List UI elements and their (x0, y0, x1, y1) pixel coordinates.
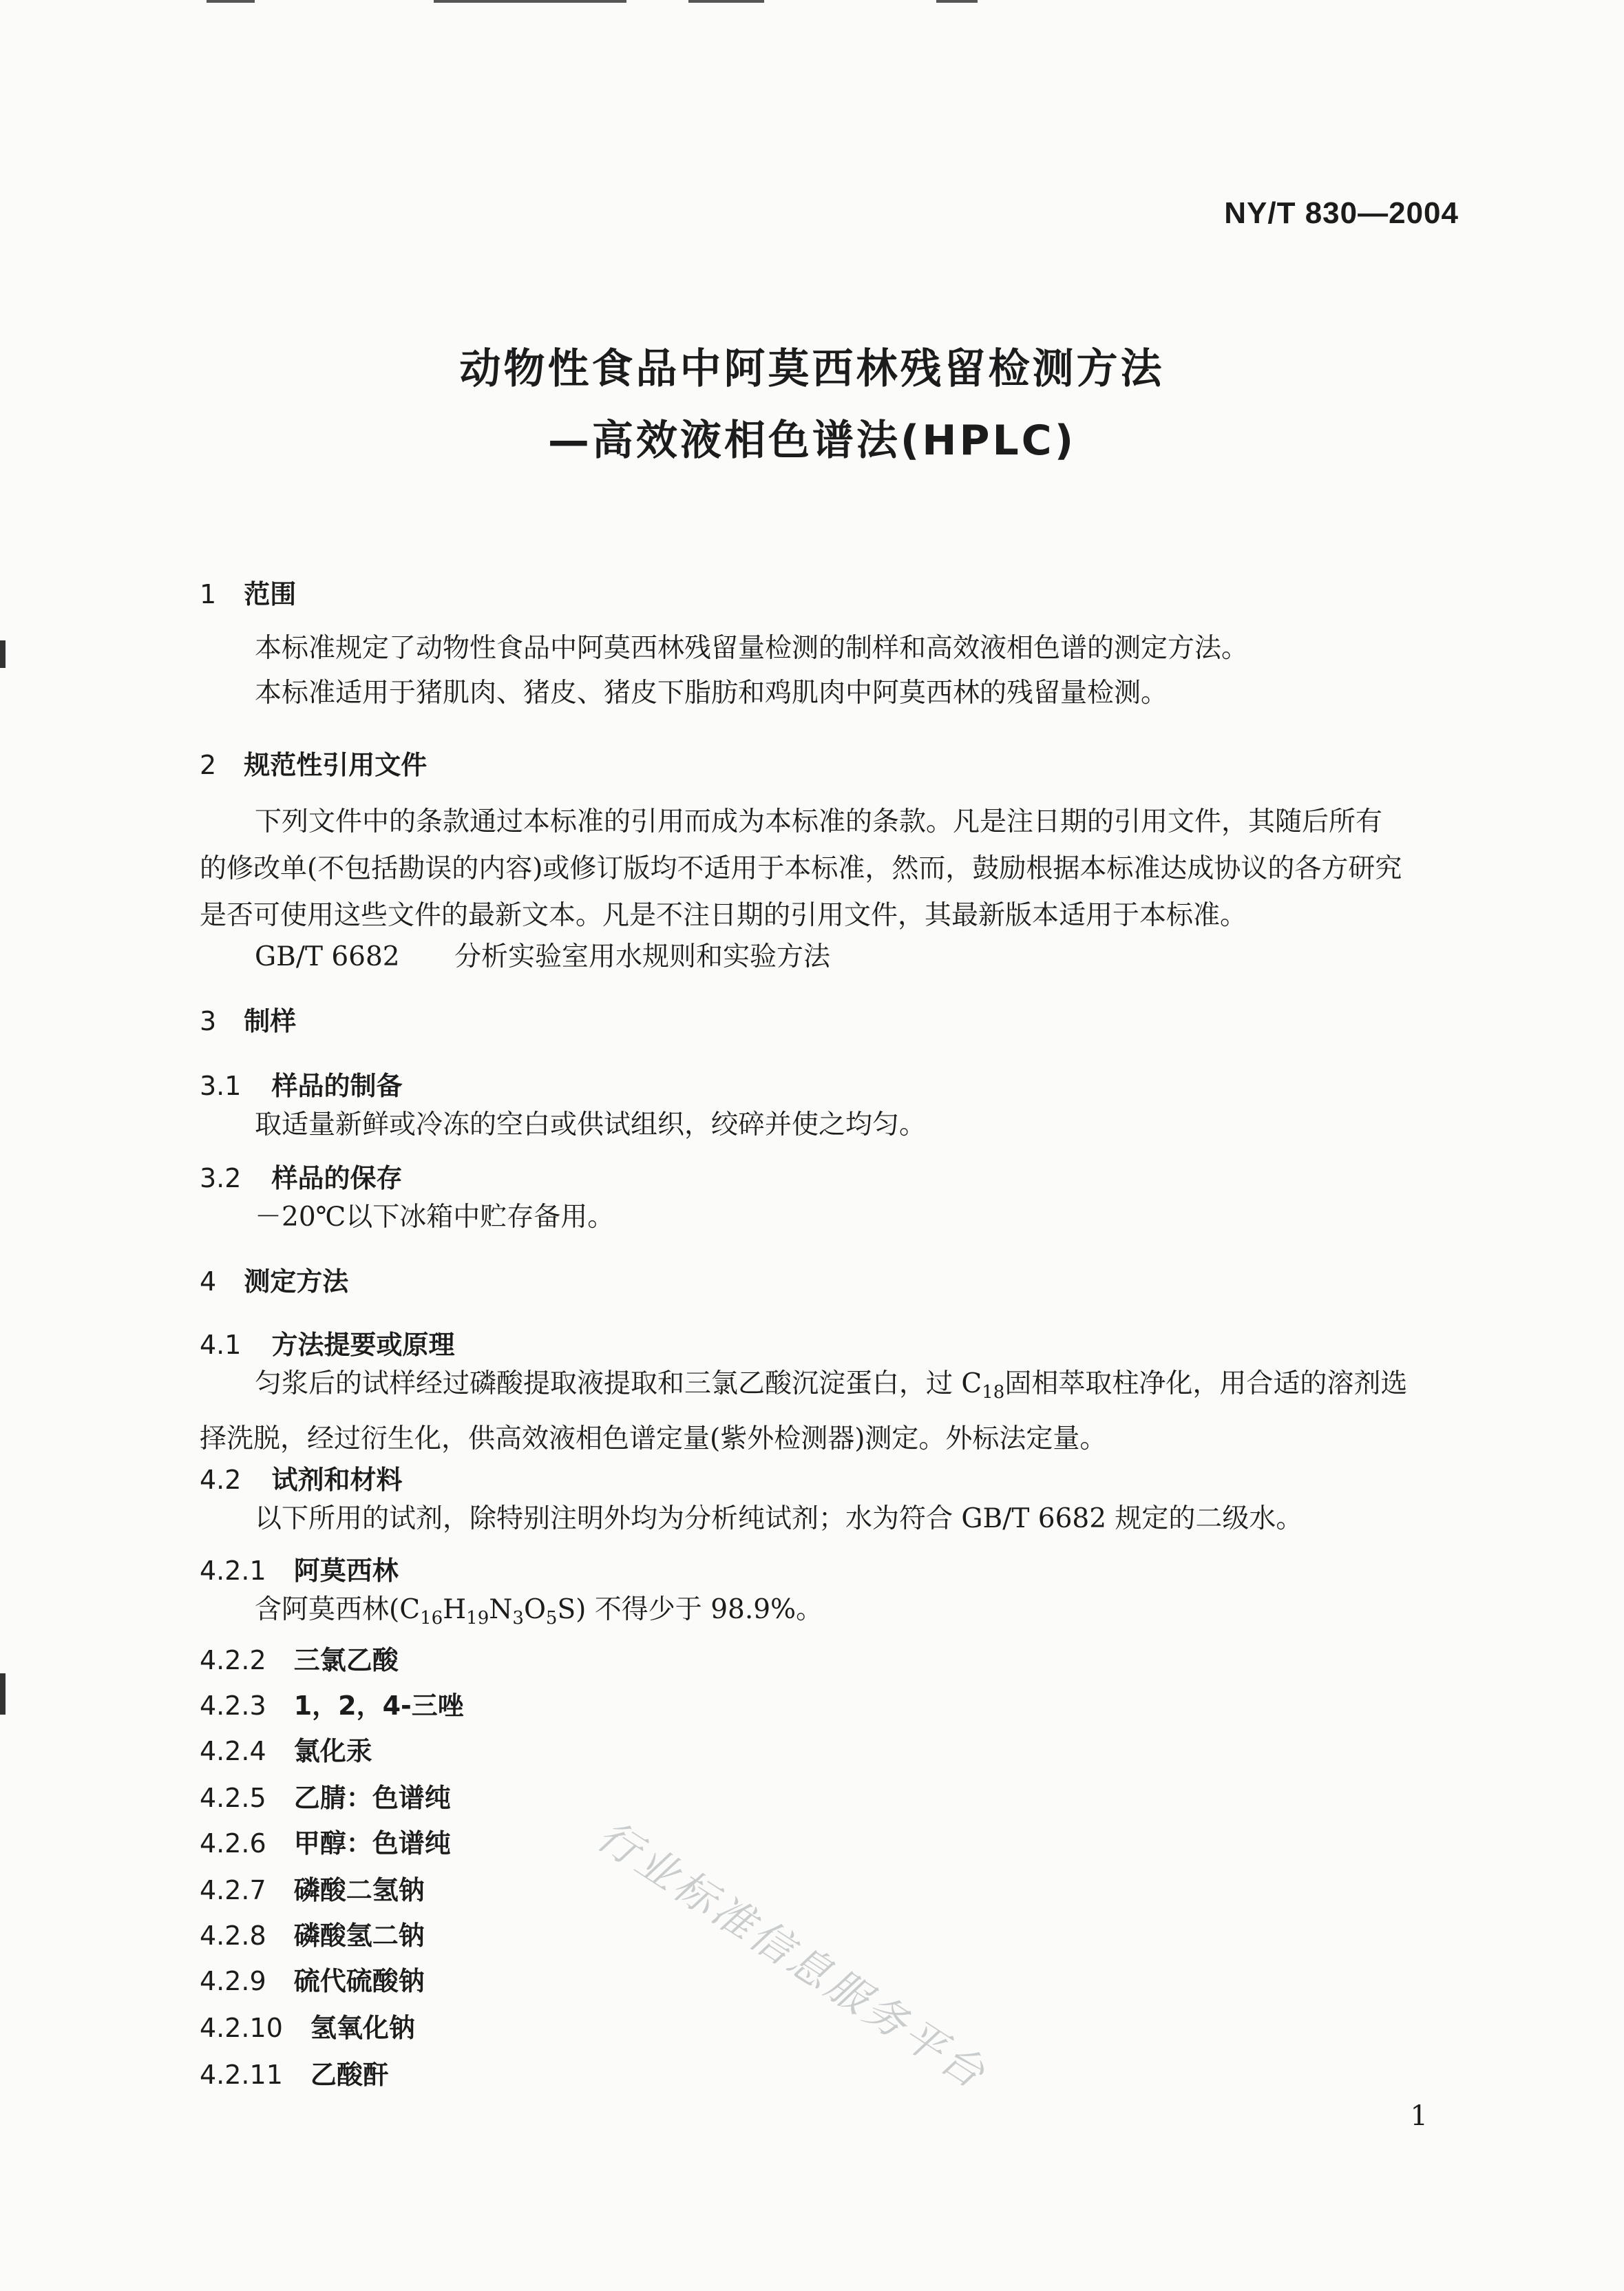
subsection-heading: 3.2 样品的保存 (200, 1163, 403, 1193)
paragraph: 匀浆后的试样经过磷酸提取液提取和三氯乙酸沉淀蛋白，过 $C_{18}$固相萃取柱净化，用合适的溶剂选 择洗脱，经过衍生化，供高效液相色谱定量(紫外检测器)测定。外标法定量。 (200, 1368, 1408, 1454)
scan-artifact (207, 0, 255, 3)
paragraph: －20℃以下冰箱中贮存备用。 (255, 1202, 615, 1233)
paragraph: 下列文件中的条款通过本标准的引用而成为本标准的条款。凡是注日期的引用文件，其随后所有 的修改单(不包括勘误的内容)或修订版均不适用于本标准，然而，鼓励根据本标准达成协议的各方研究 是否可使用这些文件的最新文本。凡是不注日期的引用文件，其最新版本适用于本标准。 (200, 806, 1402, 931)
document-title: 动物性食品中阿莫西林残留检测方法 (459, 345, 1165, 393)
paragraph: 本标准适用于猪肌肉、猪皮、猪皮下脂肪和鸡肌肉中阿莫西林的残留量检测。 (255, 678, 1168, 709)
scan-artifact (936, 0, 978, 3)
paragraph: 本标准规定了动物性食品中阿莫西林残留量检测的制样和高效液相色谱的测定方法。 (255, 633, 1249, 664)
paragraph: 取适量新鲜或冷冻的空白或供试组织，绞碎并使之均匀。 (255, 1109, 927, 1140)
paragraph: 含阿莫西林$(C_{16}H_{19}N_3O_5S)$ 不得少于 98.9%。 (255, 1594, 823, 1629)
section-heading-method: 4 测定方法 (200, 1266, 349, 1297)
reagent-item: 4.2.6 甲醇：色谱纯 (200, 1828, 451, 1859)
scan-artifact (0, 1673, 6, 1715)
reagent-item: 4.2.9 硫代硫酸钠 (200, 1966, 425, 1996)
document-subtitle: —高效液相色谱法(HPLC) (547, 417, 1077, 465)
subsection-heading: 4.1 方法提要或原理 (200, 1330, 455, 1360)
reagent-item: 4.2.10 氢氧化钠 (200, 2013, 415, 2043)
reagent-item: 4.2.3 1，2，4-三唑 (200, 1691, 464, 1721)
reagent-item: 4.2.5 乙腈：色谱纯 (200, 1783, 451, 1813)
reagent-item: 4.2.2 三氯乙酸 (200, 1645, 399, 1675)
section-heading-sampling: 3 制样 (200, 1006, 297, 1036)
scan-artifact (688, 0, 764, 3)
watermark: 行业标准信息服务平台 (588, 1811, 996, 2100)
reagent-heading: 4.2.1 阿莫西林 (200, 1556, 399, 1586)
reagent-item: 4.2.11 乙酸酐 (200, 2060, 389, 2090)
reference-item: GB/T 6682 分析实验室用水规则和实验方法 (255, 941, 831, 972)
reagent-item: 4.2.4 氯化汞 (200, 1736, 372, 1766)
subsection-heading: 3.1 样品的制备 (200, 1071, 403, 1101)
paragraph: 以下所用的试剂，除特别注明外均为分析纯试剂；水为符合 GB/T 6682 规定的二级水。 (255, 1503, 1303, 1534)
subsection-heading: 4.2 试剂和材料 (200, 1465, 403, 1495)
section-heading-references: 2 规范性引用文件 (200, 750, 428, 780)
scan-artifact (0, 640, 6, 668)
page-number: 1 (1410, 2100, 1428, 2132)
scan-artifact (434, 0, 626, 3)
standard-number: NY/T 830—2004 (1224, 196, 1459, 230)
section-heading-scope: 1 范围 (200, 579, 297, 609)
reagent-item: 4.2.8 磷酸氢二钠 (200, 1921, 425, 1951)
reagent-item: 4.2.7 磷酸二氢钠 (200, 1875, 425, 1905)
